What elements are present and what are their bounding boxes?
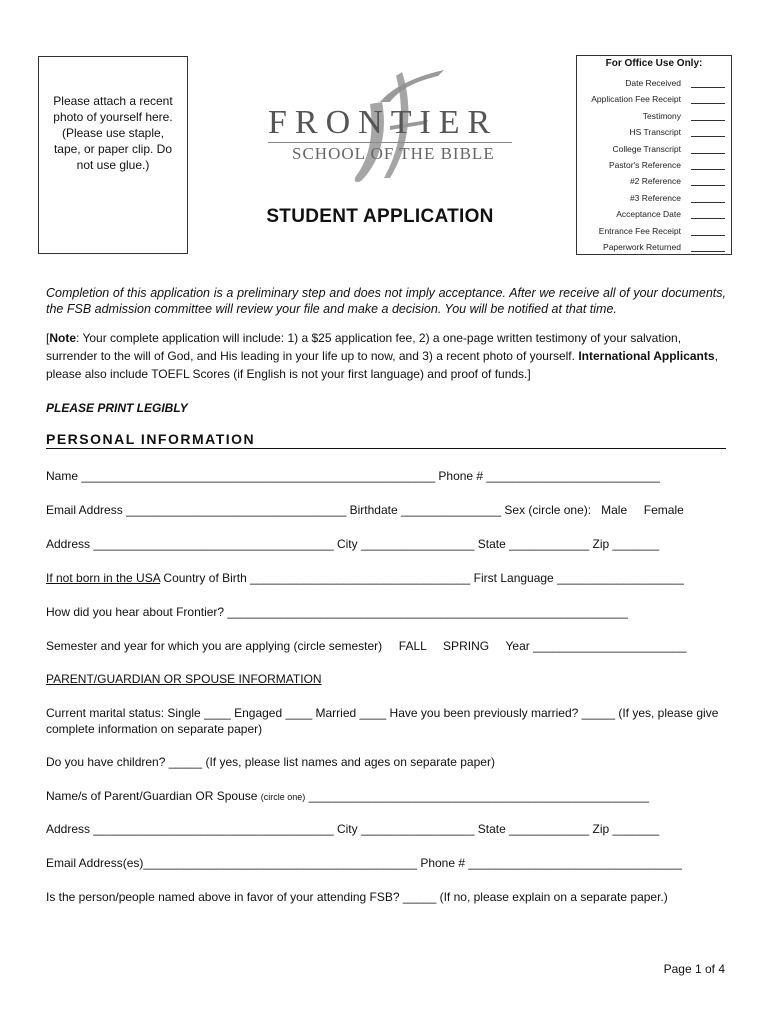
office-use-blank[interactable]: [691, 77, 725, 88]
office-use-blank[interactable]: [691, 126, 725, 137]
office-use-row: [643, 107, 725, 121]
office-use-row: [591, 90, 725, 104]
office-use-row: [616, 205, 725, 219]
office-use-label: College Transcript: [612, 143, 681, 154]
circle-one-note: (circle one): [260, 792, 306, 802]
logo-subtitle: SCHOOL OF THE BIBLE: [292, 144, 495, 163]
office-use-label: #3 Reference: [629, 192, 681, 203]
office-use-row: [603, 238, 725, 252]
office-use-row: [630, 189, 725, 203]
not-born-usa-label: If not born in the USA: [46, 571, 161, 585]
parent-email-phone-field[interactable]: Email Address(es)_________________________________________ Phone # ________________________________: [46, 856, 682, 870]
favor-field[interactable]: Is the person/people named above in favor of your attending FSB? _____ (If no, please explain on a separate paper.): [46, 890, 668, 904]
parent-name-label: Name/s of Parent/Guardian OR Spouse: [46, 789, 261, 803]
office-use-label: HS Transcript: [629, 127, 681, 138]
office-use-label: Pastor's Reference: [608, 160, 681, 170]
logo-wordmark: FRONTIER: [268, 104, 499, 141]
office-use-blank[interactable]: [691, 110, 725, 121]
photo-attachment-box: [38, 56, 188, 254]
note-tail: , please also include TOEFL Scores (if English is not your first language) and proof of funds.]: [46, 349, 718, 381]
office-use-label: Entrance Fee Receipt: [598, 225, 681, 236]
office-use-row: [612, 140, 725, 154]
office-use-box: [576, 55, 732, 255]
section-heading-personal: PERSONAL INFORMATION: [46, 431, 726, 449]
office-use-blank[interactable]: [691, 143, 725, 154]
office-use-blank[interactable]: [691, 208, 725, 219]
intro-paragraph: Completion of this application is a preliminary step and does not imply acceptance. After we receive all of your documents, the FSB admission committee will review your file and make a decision. You will be notified at that time.: [46, 286, 726, 316]
office-use-row: [630, 123, 726, 137]
office-use-label: #2 Reference: [629, 176, 681, 187]
note-international: International Applicants: [578, 349, 715, 363]
email-birthdate-sex-field[interactable]: Email Address _________________________________ Birthdate _______________ Sex (circle one): Male Female: [46, 503, 684, 517]
note-paragraph: [46, 329, 726, 383]
country-language-field[interactable]: [46, 570, 726, 586]
office-use-blank[interactable]: [691, 225, 725, 236]
office-use-label: Acceptance Date: [616, 209, 681, 220]
office-use-blank[interactable]: [691, 175, 725, 186]
note-body: : Your complete application will include: 1) a $25 application fee, 2) a one-page written testimony of your salvation, surrender to the will of God, and His leading in your life up to now, and 3) a recent photo of yourself.: [46, 331, 682, 363]
frontier-logo: [262, 62, 514, 187]
page-number: Page 1 of 4: [663, 962, 725, 976]
photo-instructions: Please attach a recent photo of yourself here. (Please use staple, tape, or paper clip. Do not use glue.): [53, 94, 173, 172]
print-legibly-instruction: PLEASE PRINT LEGIBLY: [46, 401, 188, 415]
office-use-blank[interactable]: [691, 241, 725, 252]
country-language-blanks: Country of Birth _________________________________ First Language ___________________: [160, 571, 684, 585]
name-phone-field[interactable]: Name _____________________________________________________ Phone # __________________________: [46, 469, 660, 483]
office-use-blank[interactable]: [691, 93, 725, 104]
parent-section-heading: PARENT/GUARDIAN OR SPOUSE INFORMATION: [46, 672, 322, 686]
office-use-label: Paperwork Returned: [603, 242, 681, 252]
office-use-row: [625, 74, 725, 88]
office-use-row: [609, 156, 725, 170]
note-open: [: [46, 331, 50, 345]
office-use-blank[interactable]: [691, 192, 725, 203]
page-title: STUDENT APPLICATION: [266, 206, 494, 227]
semester-field[interactable]: Semester and year for which you are applying (circle semester) FALL SPRING Year _______________________: [46, 639, 687, 653]
office-use-row: [630, 172, 725, 186]
parent-name-blank: ___________________________________________________: [305, 789, 649, 803]
office-use-label: Testimony: [642, 110, 681, 121]
office-use-blank[interactable]: [691, 159, 725, 170]
logo-rule: [268, 142, 512, 143]
parent-name-field[interactable]: [46, 788, 726, 805]
office-use-row: [599, 222, 725, 236]
children-field[interactable]: Do you have children? _____ (If yes, please list names and ages on separate paper): [46, 755, 495, 769]
note-label: Note: [49, 331, 77, 345]
office-use-label: Date Received: [625, 78, 681, 88]
marital-status-field[interactable]: Current marital status: Single ____ Engaged ____ Married ____ Have you been previously married? _____ (If yes, please give complete information on separate paper): [46, 706, 719, 736]
heard-about-field[interactable]: How did you hear about Frontier? ____________________________________________________________: [46, 605, 628, 619]
address-field[interactable]: Address ____________________________________ City _________________ State ____________ Zip _______: [46, 537, 660, 551]
office-use-label: Application Fee Receipt: [591, 94, 681, 105]
office-use-title: For Office Use Only:: [605, 58, 703, 69]
parent-address-field[interactable]: Address ____________________________________ City _________________ State ____________ Zip _______: [46, 822, 660, 836]
